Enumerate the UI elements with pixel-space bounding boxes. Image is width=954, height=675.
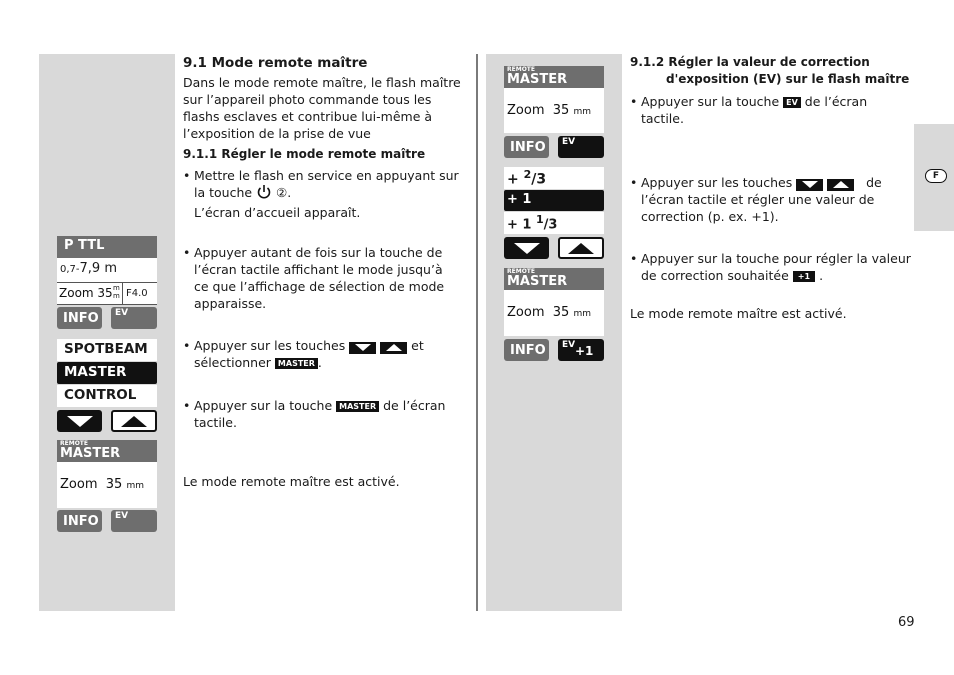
ev-option-two-thirds[interactable]: + $^2$/3 [504,167,604,189]
arrow-down-button[interactable] [504,237,549,259]
arrow-down-icon [349,342,376,354]
master-title-bar: REMOTE MASTER [504,268,604,290]
bullet-power-on: • Mettre le flash en service en appuyant sur la touche ②. L’écran d’accueil apparaît. [183,168,459,220]
ev-button[interactable]: EV [111,307,157,329]
pttl-title-bar: P TTL [57,236,157,258]
result-text-right: Le mode remote maître est activé. [630,306,847,321]
ev-key: EV [783,97,801,108]
zoom-readout: Zoom 35 [59,286,113,300]
info-button[interactable]: INFO [57,307,102,329]
page-number: 69 [898,615,915,630]
bullet-press-master: • Appuyer sur la touche MASTER de l’écran tactile. [183,398,446,430]
intro-paragraph: Dans le mode remote maître, le flash maître sur l’appareil photo commande tous les flashs esclaves et contribue lui-même à l’exposition de la prise de vue [183,75,461,141]
info-button[interactable]: INFO [57,510,102,532]
arrow-down-button[interactable] [57,410,102,432]
bullet-set-correction: • Appuyer sur les touches de l’écran tactile et régler une valeur de correction (p. ex. +1). [630,175,882,224]
master-display [504,290,604,336]
mode-control[interactable]: CONTROL [57,385,157,407]
column-divider [476,54,478,611]
info-button[interactable]: INFO [504,136,549,158]
ev-value: +1 [575,344,594,358]
ev-button[interactable]: EV [111,510,157,532]
plus-one-key: +1 [793,271,815,282]
ev-button[interactable]: EV [558,136,604,158]
subsection-title-911: 9.1.1 Régler le mode remote maître [183,147,426,161]
result-text-left: Le mode remote maître est activé. [183,474,400,489]
language-badge: F [925,169,947,183]
zoom-unit: m m [113,284,120,300]
master-key: MASTER [336,401,379,412]
section-title: 9.1 Mode remote maître [183,55,368,71]
master-title-bar: REMOTE MASTER [504,66,604,88]
mode-master[interactable]: MASTER [57,362,157,384]
ev-option-one-third[interactable]: + 1 $^1$/3 [504,212,604,234]
mode-spotbeam[interactable]: SPOTBEAM [57,339,157,361]
range-readout: 0,7-7,9 m [60,261,117,276]
bullet-mode-key: • Appuyer autant de fois sur la touche de l’écran tactile affichant le mode jusqu’à ce que l’affichage de sélection de mode apparaisse. [183,245,445,311]
pttl-display [57,258,157,305]
arrow-up-icon [380,342,407,354]
bullet-press-ev: • Appuyer sur la touche EV de l’écran tactile. [630,94,868,126]
zoom-readout: Zoom 35 mm [507,305,591,320]
zoom-readout: Zoom 35 mm [507,103,591,118]
aperture-readout: F4.0 [126,288,148,299]
arrow-down-icon [796,179,823,191]
master-key: MASTER [275,358,318,369]
subsection-title-912: 9.1.2 Régler la valeur de correction d'exposition (EV) sur le flash maître [630,55,910,86]
ev-option-one[interactable]: + 1 [504,190,604,211]
bullet-confirm-correction: • Appuyer sur la touche pour régler la valeur de correction souhaitée +1 . [630,251,911,283]
master-display [504,88,604,133]
arrow-up-icon [827,179,854,191]
arrow-up-button[interactable] [111,410,157,432]
power-icon [256,184,272,204]
zoom-readout: Zoom 35 mm [60,477,144,492]
arrow-up-button[interactable] [558,237,604,259]
master-display [57,462,157,508]
master-title-bar: REMOTE MASTER [57,440,157,462]
info-button[interactable]: INFO [504,339,549,361]
ev-button[interactable]: EV +1 [558,339,604,361]
bullet-select-master: • Appuyer sur les touches et sélectionner MASTER . [183,338,424,370]
